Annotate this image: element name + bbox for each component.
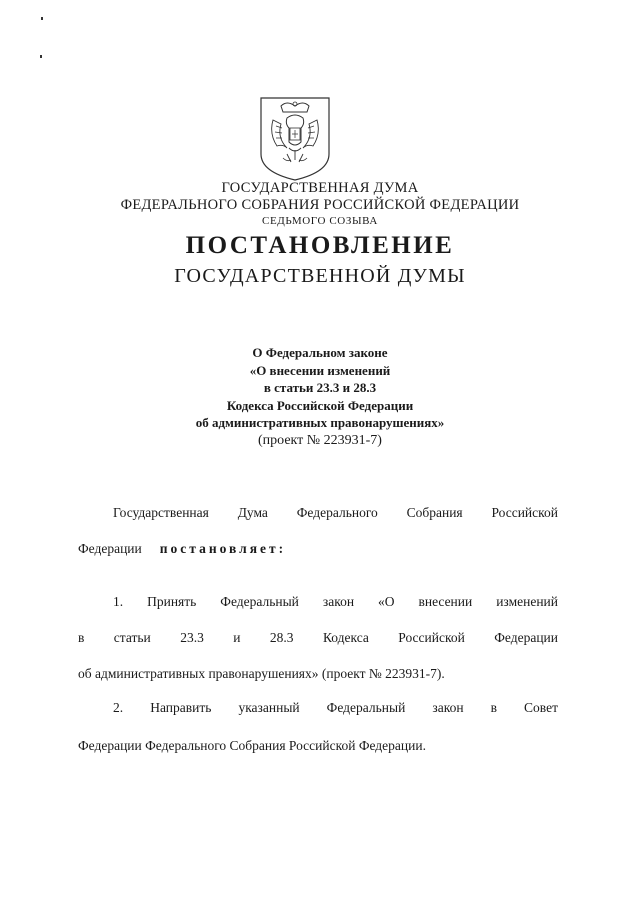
resolves-word: постановляет: <box>159 541 287 556</box>
item-1-line: в статьи 23.3 и 28.3 Кодекса Российской Федерации <box>78 630 558 645</box>
law-title-line: О Федеральном законе <box>252 345 388 360</box>
scan-speck <box>40 55 42 58</box>
preamble-line-start: Федерации <box>78 541 142 556</box>
item-1-line <box>78 666 558 682</box>
coat-of-arms-icon <box>259 96 331 182</box>
law-title-block <box>0 344 640 449</box>
item-1-line-text: об административных правонарушениях» (проект № 223931-7). <box>78 666 445 681</box>
item-2-line <box>78 738 558 754</box>
item-1-line: 1. Принять Федеральный закон «О внесении изменений <box>113 594 558 609</box>
item-2-line: 2. Направить указанный Федеральный закон в Совет <box>113 700 558 715</box>
item-2-line-text: Федерации Федерального Собрания Российской Федерации. <box>78 738 426 753</box>
law-title-line: Кодекса Российской Федерации <box>226 397 414 413</box>
law-title-line: «О внесении изменений <box>249 362 391 378</box>
law-title-line: об административных правонарушениях» <box>195 415 445 430</box>
law-title-line: в статьи 23.3 и 28.3 <box>263 380 377 395</box>
document-subtitle: ГОСУДАРСТВЕННОЙ ДУМЫ <box>174 265 466 287</box>
header-line-convocation: СЕДЬМОГО СОЗЫВА <box>262 215 378 227</box>
preamble-resolution <box>78 541 558 557</box>
scan-speck <box>41 17 43 20</box>
project-number: (проект № 223931-7) <box>258 432 382 448</box>
header-line-state-duma: ГОСУДАРСТВЕННАЯ ДУМА <box>221 180 419 196</box>
header-line-federal-assembly: ФЕДЕРАЛЬНОГО СОБРАНИЯ РОССИЙСКОЙ ФЕДЕРАЦИИ <box>120 197 520 213</box>
document-title: ПОСТАНОВЛЕНИЕ <box>185 232 455 259</box>
preamble-line: Государственная Дума Федерального Собрания Российской <box>113 505 558 520</box>
